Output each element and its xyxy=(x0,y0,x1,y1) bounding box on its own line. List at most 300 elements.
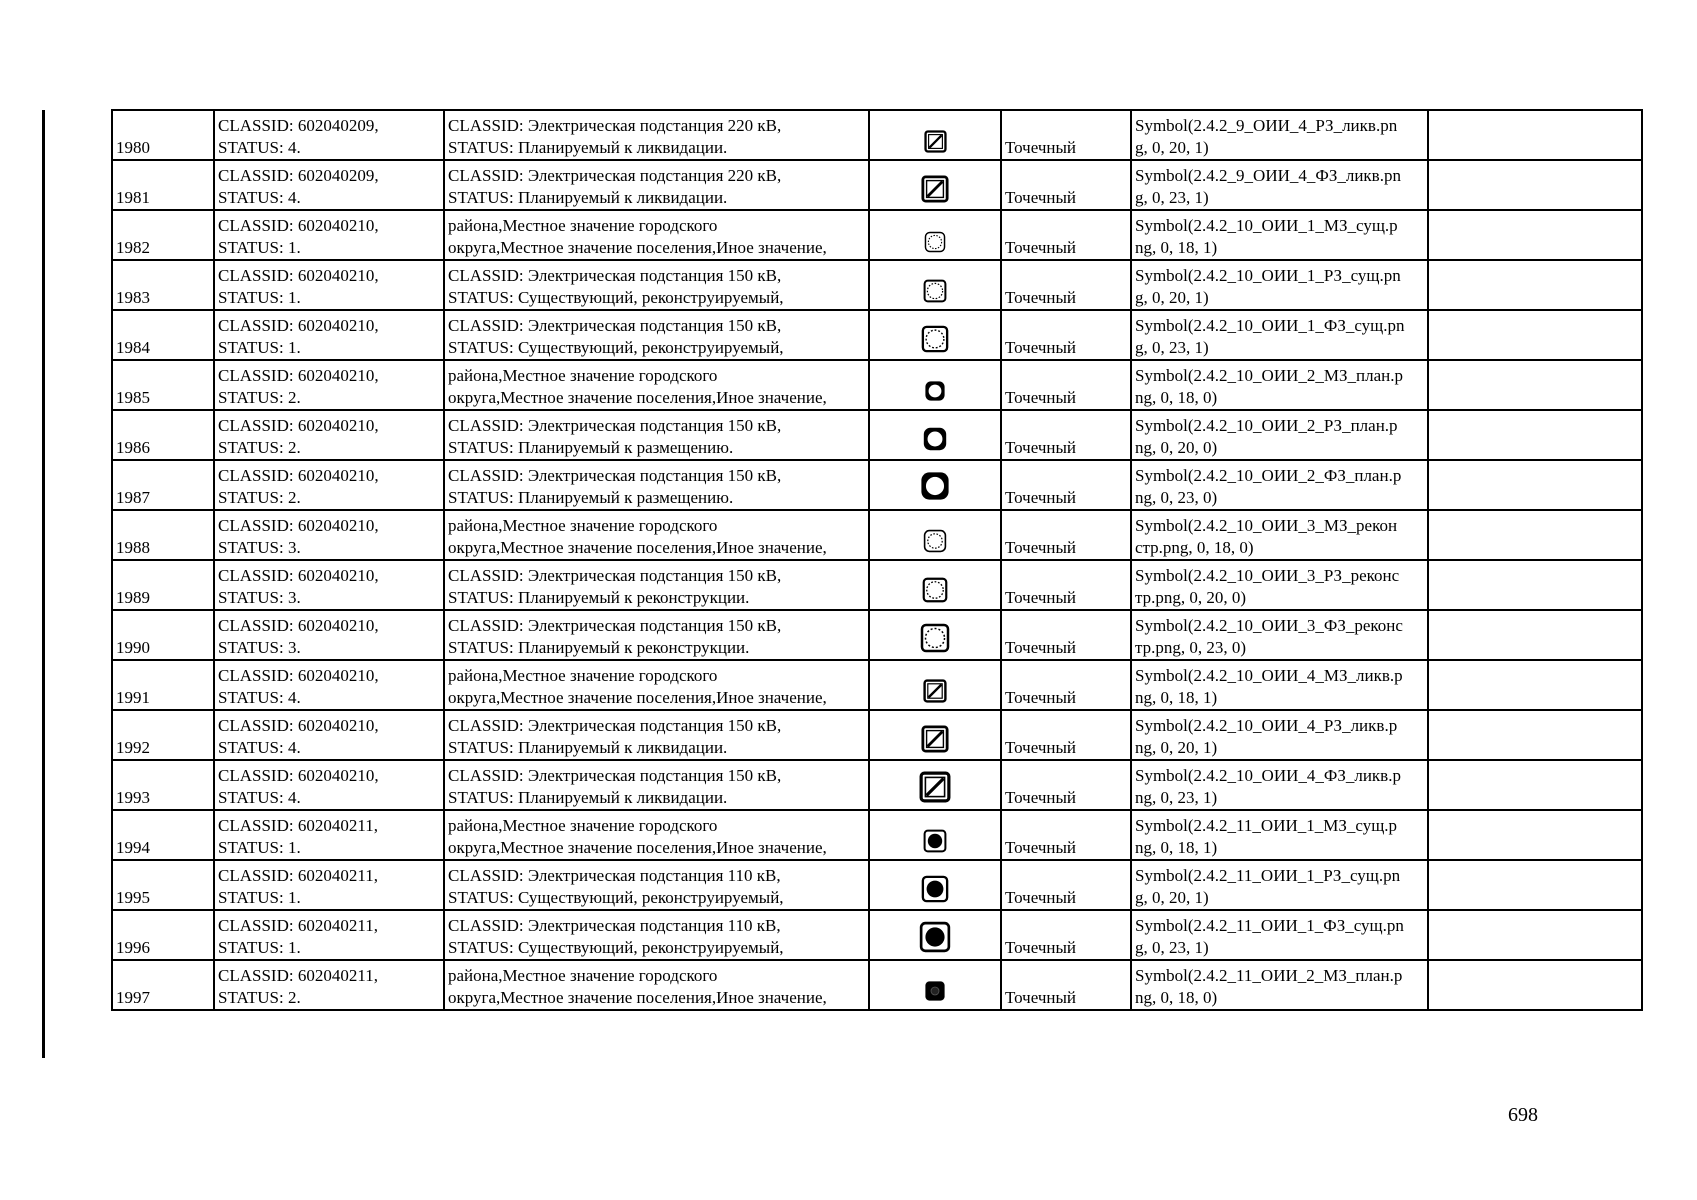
description-line-2: STATUS: Планируемый к размещению. xyxy=(448,488,734,507)
symbol-icon-cell xyxy=(869,260,1001,310)
geometry-type-cell xyxy=(1001,910,1131,960)
description-cell xyxy=(444,310,869,360)
symbol-expression-cell xyxy=(1131,210,1428,260)
empty-cell xyxy=(1428,360,1642,410)
classid-text: CLASSID: 602040210, xyxy=(218,666,379,685)
empty-cell xyxy=(1428,760,1642,810)
status-text: STATUS: 4. xyxy=(218,688,301,707)
description-line-1: CLASSID: Электрическая подстанция 150 кВ, xyxy=(448,416,782,435)
row-number: 1991 xyxy=(116,688,150,707)
symbol-expression-line-1: Symbol(2.4.2_11_ОИИ_2_МЗ_план.p xyxy=(1135,966,1403,985)
table-row xyxy=(112,360,1642,410)
row-number-cell xyxy=(112,710,214,760)
classid-text: CLASSID: 602040210, xyxy=(218,316,379,335)
description-line-1: CLASSID: Электрическая подстанция 150 кВ, xyxy=(448,466,782,485)
description-line-2: STATUS: Планируемый к размещению. xyxy=(448,438,734,457)
geometry-type: Точечный xyxy=(1005,238,1077,257)
framed-dotted-circle-icon xyxy=(922,577,948,609)
empty-cell xyxy=(1428,560,1642,610)
description-line-2: округа,Местное значение поселения,Иное значение, xyxy=(448,388,827,407)
geometry-type-cell xyxy=(1001,660,1131,710)
table-row xyxy=(112,610,1642,660)
classid-text: CLASSID: 602040209, xyxy=(218,166,379,185)
description-line-2: округа,Местное значение поселения,Иное значение, xyxy=(448,538,827,557)
table-row xyxy=(112,560,1642,610)
symbol-icon-cell xyxy=(869,910,1001,960)
description-cell xyxy=(444,710,869,760)
symbol-expression-line-1: Symbol(2.4.2_10_ОИИ_2_ФЗ_план.p xyxy=(1135,466,1402,485)
empty-cell xyxy=(1428,960,1642,1010)
classid-cell xyxy=(214,360,444,410)
square-slash-icon xyxy=(924,130,947,159)
framed-dotted-circle-icon xyxy=(920,623,950,659)
row-number-cell xyxy=(112,460,214,510)
thick-rounded-square-icon xyxy=(923,379,947,409)
empty-cell xyxy=(1428,610,1642,660)
classid-text: CLASSID: 602040210, xyxy=(218,466,379,485)
row-number-cell xyxy=(112,210,214,260)
geometry-type: Точечный xyxy=(1005,738,1077,757)
geometry-type-cell xyxy=(1001,310,1131,360)
symbol-expression-line-1: Symbol(2.4.2_10_ОИИ_4_МЗ_ликв.p xyxy=(1135,666,1403,685)
symbol-expression-cell xyxy=(1131,560,1428,610)
table-row xyxy=(112,710,1642,760)
row-number: 1990 xyxy=(116,638,150,657)
row-number: 1985 xyxy=(116,388,150,407)
description-cell xyxy=(444,360,869,410)
description-line-1: района,Местное значение городского xyxy=(448,666,718,685)
geometry-type: Точечный xyxy=(1005,538,1077,557)
symbol-expression-cell xyxy=(1131,260,1428,310)
classid-cell xyxy=(214,460,444,510)
square-slash-icon xyxy=(919,771,951,809)
symbol-expression-line-1: Symbol(2.4.2_10_ОИИ_3_МЗ_рекон xyxy=(1135,516,1398,535)
row-number-cell xyxy=(112,610,214,660)
geometry-type-cell xyxy=(1001,460,1131,510)
symbol-expression-cell xyxy=(1131,110,1428,160)
table-row xyxy=(112,810,1642,860)
geometry-type: Точечный xyxy=(1005,438,1077,457)
status-text: STATUS: 4. xyxy=(218,788,301,807)
description-line-2: STATUS: Существующий, реконструируемый, xyxy=(448,338,784,357)
description-line-1: района,Местное значение городского xyxy=(448,816,718,835)
classid-cell xyxy=(214,810,444,860)
classid-text: CLASSID: 602040211, xyxy=(218,816,378,835)
description-cell xyxy=(444,810,869,860)
description-line-1: района,Местное значение городского xyxy=(448,516,718,535)
description-line-2: округа,Местное значение поселения,Иное значение, xyxy=(448,688,827,707)
square-slash-icon xyxy=(923,679,947,709)
symbol-expression-line-1: Symbol(2.4.2_10_ОИИ_1_ФЗ_сущ.pn xyxy=(1135,316,1405,335)
row-number-cell xyxy=(112,910,214,960)
row-number-cell xyxy=(112,260,214,310)
symbol-expression-cell xyxy=(1131,610,1428,660)
framed-filled-circle-icon xyxy=(923,829,947,859)
classid-cell xyxy=(214,610,444,660)
symbol-expression-line-2: ng, 0, 18, 0) xyxy=(1135,988,1218,1007)
empty-cell xyxy=(1428,260,1642,310)
row-number: 1981 xyxy=(116,188,150,207)
row-number-cell xyxy=(112,860,214,910)
geometry-type: Точечный xyxy=(1005,588,1077,607)
symbol-icon-cell xyxy=(869,660,1001,710)
symbol-icon-cell xyxy=(869,710,1001,760)
geometry-type-cell xyxy=(1001,360,1131,410)
symbol-expression-cell xyxy=(1131,910,1428,960)
symbol-expression-cell xyxy=(1131,960,1428,1010)
empty-cell xyxy=(1428,310,1642,360)
symbol-expression-line-2: ng, 0, 18, 1) xyxy=(1135,838,1218,857)
classid-text: CLASSID: 602040210, xyxy=(218,566,379,585)
symbol-expression-cell xyxy=(1131,860,1428,910)
description-cell xyxy=(444,560,869,610)
empty-cell xyxy=(1428,710,1642,760)
row-number: 1989 xyxy=(116,588,150,607)
status-text: STATUS: 1. xyxy=(218,888,301,907)
description-line-2: STATUS: Существующий, реконструируемый, xyxy=(448,938,784,957)
geometry-type: Точечный xyxy=(1005,388,1077,407)
table-row xyxy=(112,660,1642,710)
symbol-icon-cell xyxy=(869,410,1001,460)
symbol-expression-line-1: Symbol(2.4.2_10_ОИИ_4_РЗ_ликв.p xyxy=(1135,716,1398,735)
row-number: 1996 xyxy=(116,938,150,957)
row-number: 1980 xyxy=(116,138,150,157)
description-line-2: STATUS: Существующий, реконструируемый, xyxy=(448,888,784,907)
row-number-cell xyxy=(112,160,214,210)
filled-square-icon xyxy=(923,979,947,1009)
geometry-type: Точечный xyxy=(1005,338,1077,357)
status-text: STATUS: 4. xyxy=(218,188,301,207)
symbol-expression-cell xyxy=(1131,460,1428,510)
empty-cell xyxy=(1428,410,1642,460)
square-slash-icon xyxy=(921,725,949,759)
description-cell xyxy=(444,960,869,1010)
description-line-2: STATUS: Планируемый к реконструкции. xyxy=(448,588,750,607)
framed-filled-circle-icon xyxy=(921,875,949,909)
description-cell xyxy=(444,910,869,960)
row-number: 1984 xyxy=(116,338,150,357)
row-number: 1986 xyxy=(116,438,150,457)
row-number: 1993 xyxy=(116,788,150,807)
classid-text: CLASSID: 602040209, xyxy=(218,116,379,135)
symbol-expression-line-1: Symbol(2.4.2_10_ОИИ_3_ФЗ_реконс xyxy=(1135,616,1403,635)
table-row xyxy=(112,260,1642,310)
symbol-expression-line-1: Symbol(2.4.2_11_ОИИ_1_ФЗ_сущ.pn xyxy=(1135,916,1404,935)
symbol-icon-cell xyxy=(869,460,1001,510)
status-text: STATUS: 1. xyxy=(218,338,301,357)
status-text: STATUS: 3. xyxy=(218,538,301,557)
symbol-expression-cell xyxy=(1131,710,1428,760)
description-cell xyxy=(444,460,869,510)
classid-text: CLASSID: 602040210, xyxy=(218,416,379,435)
row-number-cell xyxy=(112,810,214,860)
symbol-expression-line-1: Symbol(2.4.2_10_ОИИ_3_РЗ_реконс xyxy=(1135,566,1400,585)
description-line-1: района,Местное значение городского xyxy=(448,216,718,235)
classid-cell xyxy=(214,410,444,460)
row-number-cell xyxy=(112,660,214,710)
symbol-expression-cell xyxy=(1131,810,1428,860)
table-row xyxy=(112,460,1642,510)
description-line-2: STATUS: Планируемый к ликвидации. xyxy=(448,138,728,157)
classid-cell xyxy=(214,710,444,760)
geometry-type-cell xyxy=(1001,610,1131,660)
symbol-expression-line-2: g, 0, 23, 1) xyxy=(1135,938,1209,957)
row-number-cell xyxy=(112,360,214,410)
symbol-expression-line-1: Symbol(2.4.2_10_ОИИ_1_МЗ_сущ.p xyxy=(1135,216,1398,235)
classid-cell xyxy=(214,860,444,910)
table-row xyxy=(112,160,1642,210)
table-row xyxy=(112,760,1642,810)
table-body xyxy=(112,110,1642,1010)
symbol-expression-line-2: ng, 0, 18, 1) xyxy=(1135,238,1218,257)
classid-text: CLASSID: 602040210, xyxy=(218,716,379,735)
description-cell xyxy=(444,410,869,460)
status-text: STATUS: 2. xyxy=(218,488,301,507)
symbol-icon-cell xyxy=(869,110,1001,160)
classid-cell xyxy=(214,110,444,160)
symbol-expression-cell xyxy=(1131,310,1428,360)
description-line-1: района,Местное значение городского xyxy=(448,966,718,985)
dotted-square-icon xyxy=(923,529,947,559)
row-number: 1988 xyxy=(116,538,150,557)
symbol-expression-line-2: ng, 0, 18, 0) xyxy=(1135,388,1218,407)
symbol-expression-cell xyxy=(1131,510,1428,560)
classid-text: CLASSID: 602040211, xyxy=(218,966,378,985)
description-line-1: CLASSID: Электрическая подстанция 150 кВ, xyxy=(448,566,782,585)
classid-text: CLASSID: 602040210, xyxy=(218,366,379,385)
geometry-type: Точечный xyxy=(1005,138,1077,157)
framed-dotted-circle-icon xyxy=(923,279,947,309)
symbol-expression-line-2: ng, 0, 18, 1) xyxy=(1135,688,1218,707)
symbol-icon-cell xyxy=(869,610,1001,660)
row-number-cell xyxy=(112,560,214,610)
empty-cell xyxy=(1428,210,1642,260)
row-number: 1994 xyxy=(116,838,150,857)
empty-cell xyxy=(1428,910,1642,960)
table-row xyxy=(112,410,1642,460)
empty-cell xyxy=(1428,110,1642,160)
framed-filled-circle-icon xyxy=(919,921,951,959)
description-line-1: CLASSID: Электрическая подстанция 150 кВ, xyxy=(448,266,782,285)
table-row xyxy=(112,510,1642,560)
row-number-cell xyxy=(112,110,214,160)
symbol-expression-line-1: Symbol(2.4.2_11_ОИИ_1_МЗ_сущ.p xyxy=(1135,816,1398,835)
symbol-expression-line-1: Symbol(2.4.2_10_ОИИ_2_РЗ_план.p xyxy=(1135,416,1398,435)
classid-text: CLASSID: 602040211, xyxy=(218,866,378,885)
geometry-type-cell xyxy=(1001,260,1131,310)
symbol-expression-line-2: ng, 0, 23, 1) xyxy=(1135,788,1218,807)
geometry-type-cell xyxy=(1001,710,1131,760)
symbol-icon-cell xyxy=(869,760,1001,810)
geometry-type-cell xyxy=(1001,560,1131,610)
description-line-2: STATUS: Существующий, реконструируемый, xyxy=(448,288,784,307)
symbol-expression-line-2: стр.png, 0, 18, 0) xyxy=(1135,538,1254,557)
symbol-icon-cell xyxy=(869,210,1001,260)
symbol-expression-line-2: ng, 0, 20, 1) xyxy=(1135,738,1218,757)
classid-cell xyxy=(214,960,444,1010)
dotted-square-icon xyxy=(924,231,946,259)
description-cell xyxy=(444,160,869,210)
geometry-type: Точечный xyxy=(1005,688,1077,707)
symbol-expression-cell xyxy=(1131,160,1428,210)
empty-cell xyxy=(1428,860,1642,910)
description-line-1: CLASSID: Электрическая подстанция 110 кВ, xyxy=(448,866,781,885)
description-line-2: STATUS: Планируемый к ликвидации. xyxy=(448,188,728,207)
description-line-1: CLASSID: Электрическая подстанция 220 кВ, xyxy=(448,116,782,135)
status-text: STATUS: 1. xyxy=(218,288,301,307)
classid-cell xyxy=(214,760,444,810)
status-text: STATUS: 1. xyxy=(218,838,301,857)
description-line-1: CLASSID: Электрическая подстанция 150 кВ, xyxy=(448,716,782,735)
classid-cell xyxy=(214,910,444,960)
row-number: 1995 xyxy=(116,888,150,907)
classid-cell xyxy=(214,260,444,310)
status-text: STATUS: 1. xyxy=(218,238,301,257)
description-line-1: CLASSID: Электрическая подстанция 150 кВ, xyxy=(448,316,782,335)
status-text: STATUS: 3. xyxy=(218,638,301,657)
thick-rounded-square-icon xyxy=(918,469,952,509)
description-cell xyxy=(444,110,869,160)
symbol-expression-line-2: ng, 0, 23, 0) xyxy=(1135,488,1218,507)
symbol-expression-line-1: Symbol(2.4.2_10_ОИИ_2_МЗ_план.p xyxy=(1135,366,1403,385)
symbol-expression-line-2: g, 0, 20, 1) xyxy=(1135,888,1209,907)
status-text: STATUS: 2. xyxy=(218,438,301,457)
description-line-2: округа,Местное значение поселения,Иное значение, xyxy=(448,988,827,1007)
status-text: STATUS: 4. xyxy=(218,738,301,757)
row-number: 1982 xyxy=(116,238,150,257)
description-line-2: округа,Местное значение поселения,Иное значение, xyxy=(448,238,827,257)
geometry-type-cell xyxy=(1001,160,1131,210)
symbol-expression-line-1: Symbol(2.4.2_9_ОИИ_4_ФЗ_ликв.pn xyxy=(1135,166,1401,185)
symbol-expression-cell xyxy=(1131,410,1428,460)
description-line-2: округа,Местное значение поселения,Иное значение, xyxy=(448,838,827,857)
symbol-expression-line-1: Symbol(2.4.2_11_ОИИ_1_РЗ_сущ.pn xyxy=(1135,866,1401,885)
left-margin-line xyxy=(42,110,45,1058)
geometry-type: Точечный xyxy=(1005,188,1077,207)
symbol-icon-cell xyxy=(869,360,1001,410)
symbol-expression-line-2: ng, 0, 20, 0) xyxy=(1135,438,1218,457)
description-line-1: CLASSID: Электрическая подстанция 220 кВ, xyxy=(448,166,782,185)
geometry-type-cell xyxy=(1001,960,1131,1010)
symbol-expression-cell xyxy=(1131,660,1428,710)
symbol-expression-line-2: g, 0, 23, 1) xyxy=(1135,338,1209,357)
table-row xyxy=(112,910,1642,960)
status-text: STATUS: 2. xyxy=(218,988,301,1007)
empty-cell xyxy=(1428,460,1642,510)
symbol-expression-line-1: Symbol(2.4.2_9_ОИИ_4_РЗ_ликв.pn xyxy=(1135,116,1398,135)
empty-cell xyxy=(1428,810,1642,860)
geometry-type: Точечный xyxy=(1005,288,1077,307)
geometry-type: Точечный xyxy=(1005,488,1077,507)
row-number: 1997 xyxy=(116,988,150,1007)
symbol-icon-cell xyxy=(869,560,1001,610)
square-slash-icon xyxy=(921,175,949,209)
table-row xyxy=(112,310,1642,360)
symbol-icon-cell xyxy=(869,960,1001,1010)
framed-dotted-circle-icon xyxy=(921,325,949,359)
geometry-type: Точечный xyxy=(1005,938,1077,957)
table-row xyxy=(112,110,1642,160)
classid-cell xyxy=(214,210,444,260)
geometry-type-cell xyxy=(1001,510,1131,560)
classid-cell xyxy=(214,660,444,710)
description-line-1: района,Местное значение городского xyxy=(448,366,718,385)
page-number: 698 xyxy=(1508,1104,1538,1126)
classid-cell xyxy=(214,160,444,210)
symbol-icon-cell xyxy=(869,510,1001,560)
row-number: 1992 xyxy=(116,738,150,757)
row-number: 1983 xyxy=(116,288,150,307)
geometry-type-cell xyxy=(1001,760,1131,810)
row-number-cell xyxy=(112,960,214,1010)
symbol-expression-line-2: g, 0, 20, 1) xyxy=(1135,288,1209,307)
geometry-type-cell xyxy=(1001,110,1131,160)
row-number-cell xyxy=(112,410,214,460)
table-row xyxy=(112,860,1642,910)
symbol-expression-line-2: тр.png, 0, 20, 0) xyxy=(1135,588,1247,607)
symbol-expression-line-1: Symbol(2.4.2_10_ОИИ_1_РЗ_сущ.pn xyxy=(1135,266,1401,285)
row-number-cell xyxy=(112,510,214,560)
description-cell xyxy=(444,210,869,260)
table-row xyxy=(112,960,1642,1010)
symbol-expression-line-2: g, 0, 23, 1) xyxy=(1135,188,1209,207)
description-cell xyxy=(444,610,869,660)
geometry-type-cell xyxy=(1001,860,1131,910)
classid-cell xyxy=(214,560,444,610)
description-cell xyxy=(444,510,869,560)
symbol-icon-cell xyxy=(869,160,1001,210)
symbol-icon-cell xyxy=(869,310,1001,360)
symbol-expression-line-1: Symbol(2.4.2_10_ОИИ_4_ФЗ_ликв.p xyxy=(1135,766,1401,785)
description-line-2: STATUS: Планируемый к ликвидации. xyxy=(448,788,728,807)
status-text: STATUS: 4. xyxy=(218,138,301,157)
status-text: STATUS: 2. xyxy=(218,388,301,407)
geometry-type-cell xyxy=(1001,810,1131,860)
geometry-type: Точечный xyxy=(1005,638,1077,657)
geometry-type: Точечный xyxy=(1005,888,1077,907)
geometry-type: Точечный xyxy=(1005,988,1077,1007)
status-text: STATUS: 1. xyxy=(218,938,301,957)
classid-text: CLASSID: 602040210, xyxy=(218,766,379,785)
geometry-type: Точечный xyxy=(1005,788,1077,807)
description-cell xyxy=(444,260,869,310)
description-line-2: STATUS: Планируемый к реконструкции. xyxy=(448,638,750,657)
classid-text: CLASSID: 602040210, xyxy=(218,216,379,235)
description-line-1: CLASSID: Электрическая подстанция 150 кВ, xyxy=(448,766,782,785)
description-line-1: CLASSID: Электрическая подстанция 110 кВ, xyxy=(448,916,781,935)
classid-text: CLASSID: 602040210, xyxy=(218,266,379,285)
status-text: STATUS: 3. xyxy=(218,588,301,607)
symbol-expression-line-2: g, 0, 20, 1) xyxy=(1135,138,1209,157)
description-cell xyxy=(444,760,869,810)
symbol-expression-cell xyxy=(1131,360,1428,410)
symbol-icon-cell xyxy=(869,810,1001,860)
row-number-cell xyxy=(112,310,214,360)
geometry-type-cell xyxy=(1001,210,1131,260)
classid-text: CLASSID: 602040210, xyxy=(218,516,379,535)
classid-cell xyxy=(214,510,444,560)
description-cell xyxy=(444,860,869,910)
classid-text: CLASSID: 602040210, xyxy=(218,616,379,635)
geometry-type-cell xyxy=(1001,410,1131,460)
symbol-icon-cell xyxy=(869,860,1001,910)
empty-cell xyxy=(1428,160,1642,210)
row-number: 1987 xyxy=(116,488,150,507)
table-row xyxy=(112,210,1642,260)
empty-cell xyxy=(1428,660,1642,710)
thick-rounded-square-icon xyxy=(921,425,949,459)
classid-cell xyxy=(214,310,444,360)
